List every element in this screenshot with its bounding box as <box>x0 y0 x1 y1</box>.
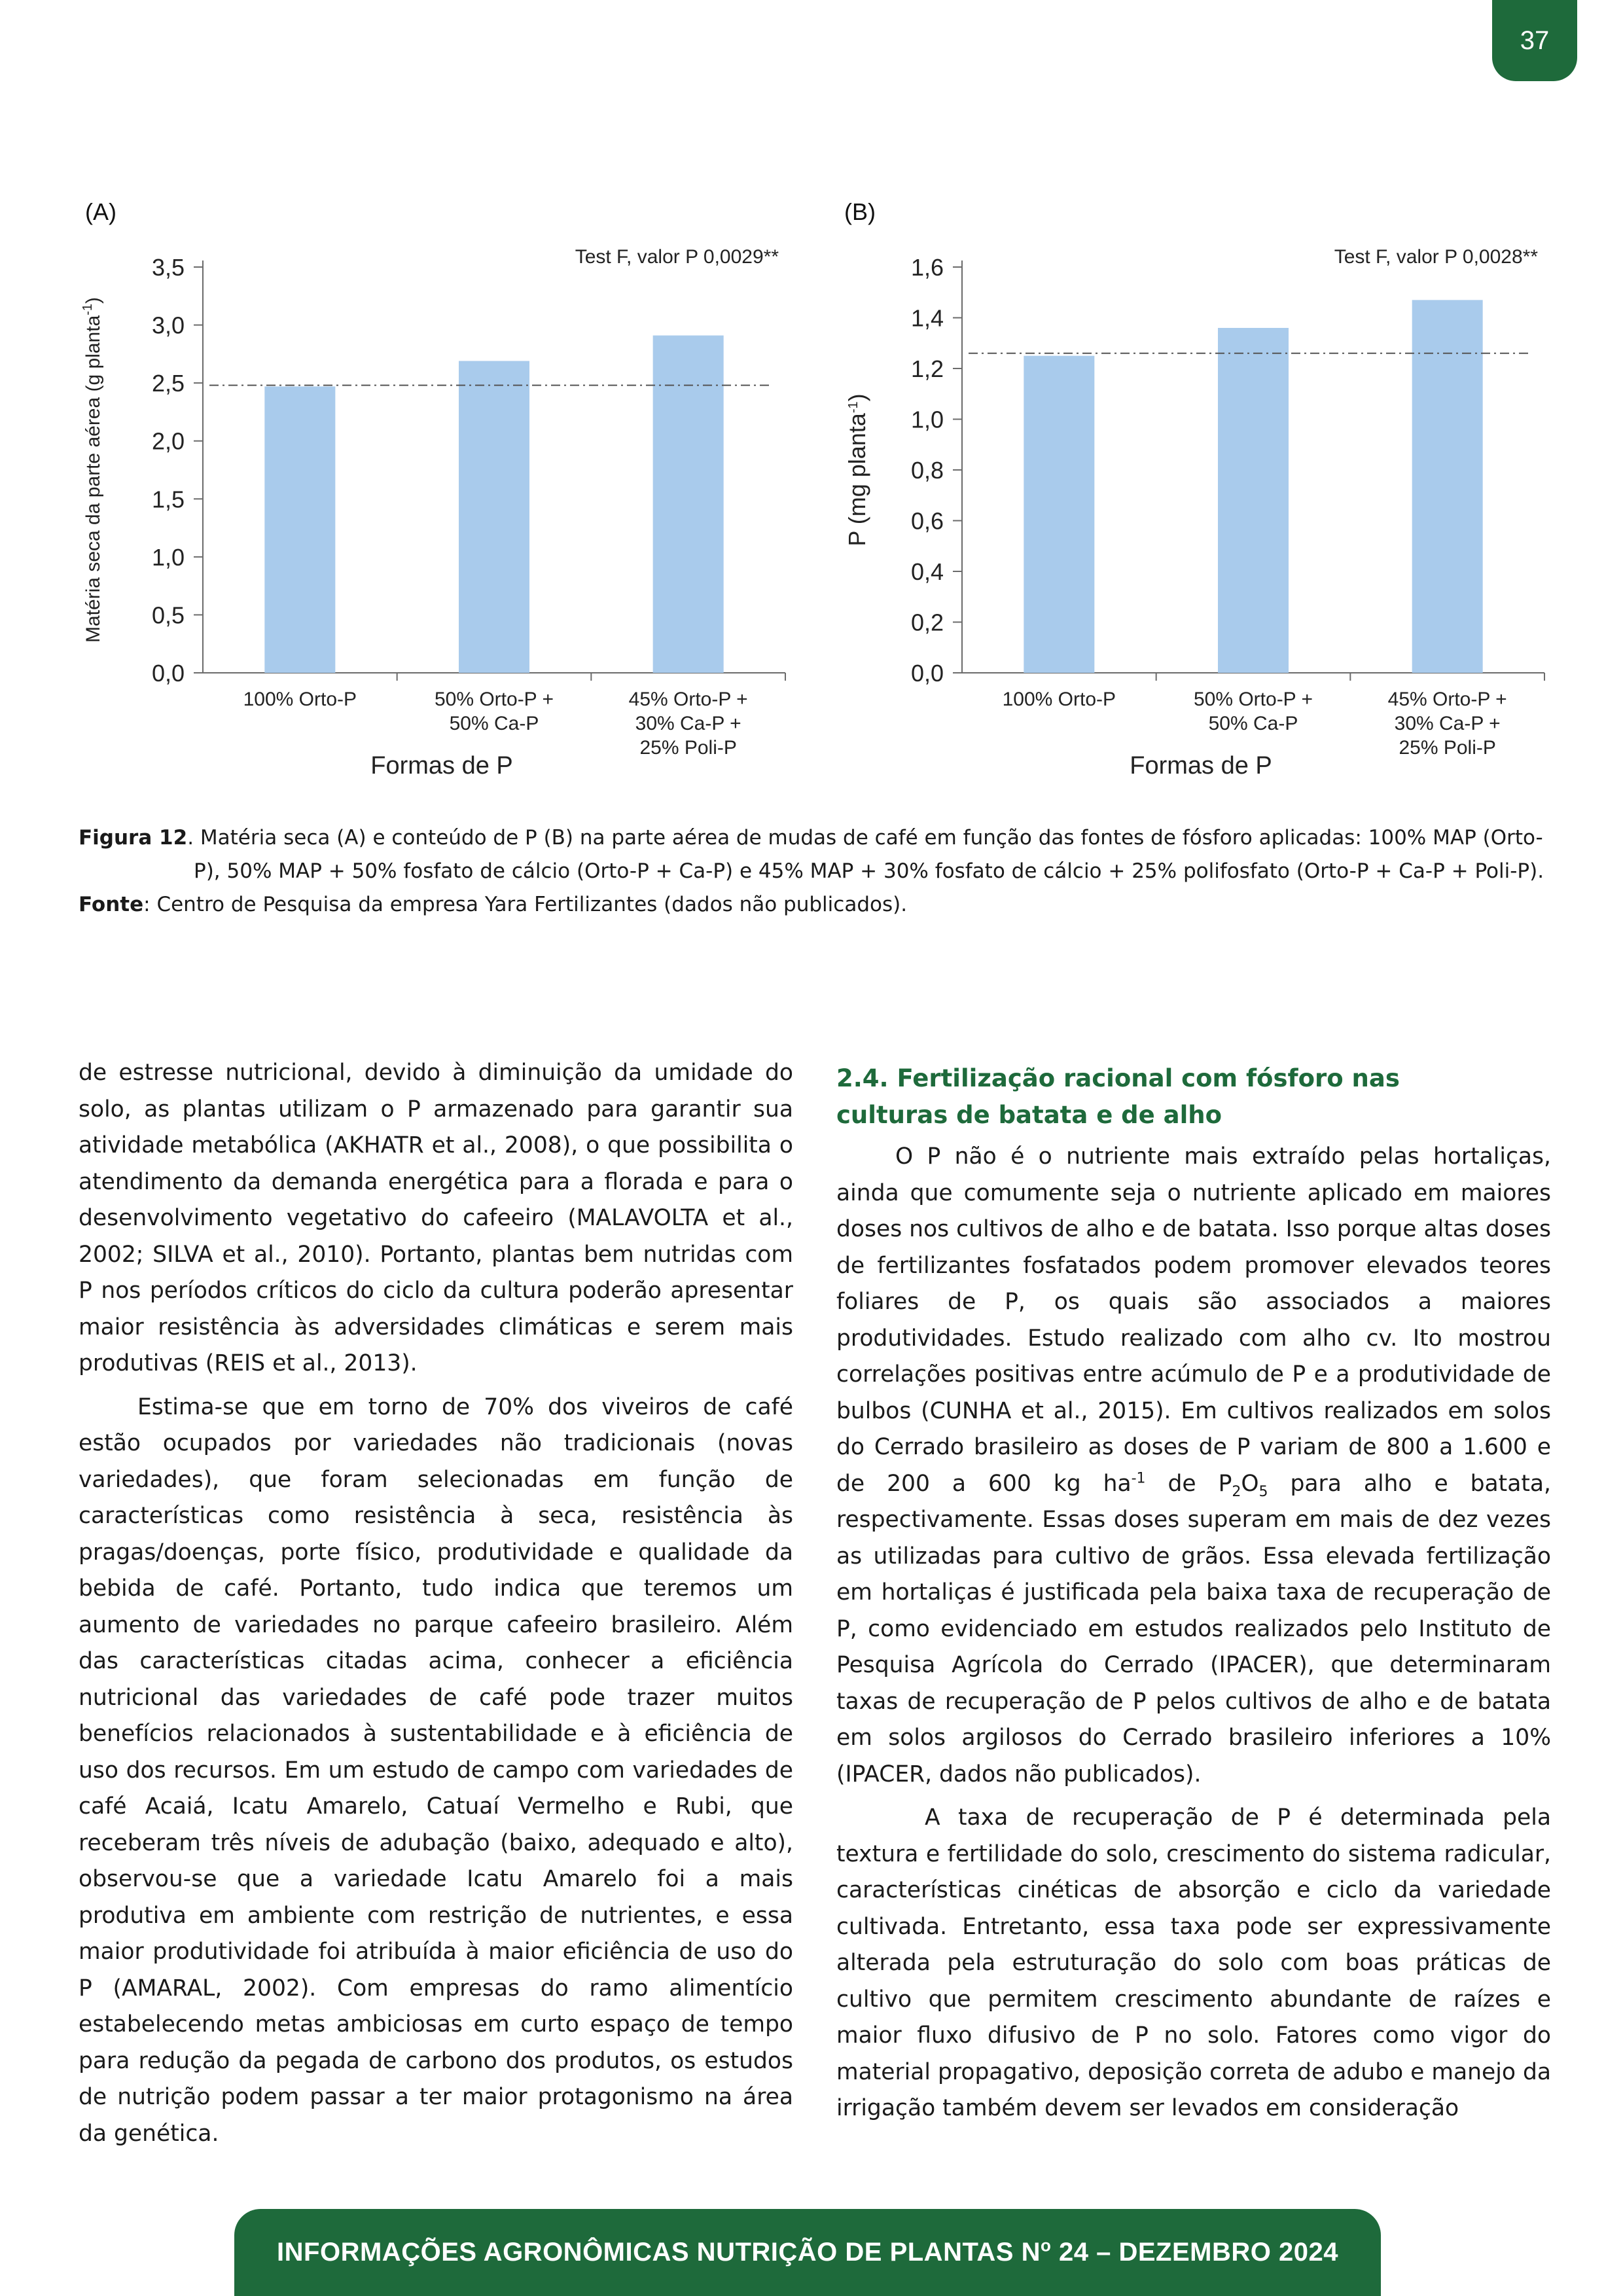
x-tick-label: 45% Orto-P + <box>628 689 748 710</box>
y-tick-label: 2,0 <box>151 427 185 455</box>
y-tick-label: 1,0 <box>910 406 944 433</box>
test-f-annotation: Test F, valor P 0,0029** <box>575 246 779 268</box>
x-tick-label: 30% Ca-P + <box>635 713 741 734</box>
footer-banner <box>234 2209 1381 2296</box>
y-tick-label: 2,5 <box>151 370 185 397</box>
y-tick-label: 1,5 <box>151 486 185 513</box>
bar <box>1024 356 1094 673</box>
paragraph: Estima-se que em torno de 70% dos viveiros de café estão ocupados por variedades não tradicionais (novas variedades), que foram selecionadas em função de características como resistência à seca, resistência às pragas/doenças, porte físico, produtividade e qualidade da bebida de café. Portanto, tudo indica que teremos um aumento de variedades no parque cafeeiro brasileiro. Além das características citadas acima, conhecer a eficiência nutricional das variedades de café pode trazer muitos benefícios relacionados à sustentabilidade e à eficiência de uso dos recursos. Em um estudo de campo com variedades de café Acaiá, Icatu Amarelo, Catuaí Vermelho e Rubi, que receberam três níveis de adubação (baixo, adequado e alto), observou-se que a variedade Icatu Amarelo foi a mais produtiva em ambiente com restrição de nutrientes, e essa maior produtividade foi atribuída à maior eficiência de uso do P (AMARAL, 2002). Com empresas do ramo alimentício estabelecendo metas ambiciosas em curto espaço de tempo para redução da pegada de carbono dos produtos, os estudos de nutrição podem passar a ter maior protagonismo na área da genética. <box>79 1393 793 2147</box>
x-tick-label: 50% Ca-P <box>1208 713 1298 734</box>
chart-b <box>831 190 1590 798</box>
chart-a <box>72 190 831 798</box>
y-tick-label: 0,4 <box>910 558 944 585</box>
y-tick-label: 3,0 <box>151 312 185 339</box>
footer-text <box>277 2235 1338 2267</box>
paragraph <box>836 1139 1551 1793</box>
bar <box>653 336 724 673</box>
text-run: O P não é o nutriente mais extraído pelas hortaliças, ainda que comumente seja o nutriente aplicado em maiores doses nos cultivos de alho e de batata. Isso porque altas doses de fertilizantes fosfatados podem promover elevados teores foliares de P, os quais são associados a maiores produtividades. Estudo realizado com alho cv. Ito mostrou correlações positivas entre acúmulo de P e a produtividade de bulbos (CUNHA et al., 2015). Em cultivos realizados em solos do Cerrado brasileiro as doses de P variam de 800 a 1.600 e de 200 a 600 kg ha <box>836 1143 1551 1497</box>
y-tick-label: 0,6 <box>910 507 944 535</box>
x-tick-label: 50% Ca-P <box>449 713 539 734</box>
x-tick-label: 100% Orto-P <box>243 689 357 710</box>
bar <box>1412 300 1483 673</box>
x-axis-label: Formas de P <box>1130 752 1272 780</box>
x-tick-label: 45% Orto-P + <box>1387 689 1507 710</box>
caption-label: Figura 12 <box>79 826 188 850</box>
y-axis-label-end: ) <box>844 393 870 402</box>
y-tick-label: 0,8 <box>910 457 944 484</box>
x-tick-label: 50% Orto-P + <box>434 689 554 710</box>
bar <box>1218 328 1289 673</box>
x-axis-label: Formas de P <box>370 752 513 780</box>
y-tick-label: 1,0 <box>151 543 185 571</box>
text-run: O <box>1241 1470 1259 1497</box>
y-axis-label <box>844 393 870 546</box>
footer-text-run: INFORMAÇÕES AGRONÔMICAS NUTRIÇÃO DE PLANTAS N <box>277 2238 1041 2267</box>
superscript: -1 <box>1131 1470 1146 1486</box>
x-tick-label: 25% Poli-P <box>1399 737 1496 759</box>
page-number: 37 <box>1520 26 1550 55</box>
text-run: de P <box>1145 1470 1232 1497</box>
bar <box>264 386 335 673</box>
y-tick-label: 0,0 <box>910 660 944 687</box>
source-text: : Centro de Pesquisa da empresa Yara Fertilizantes (dados não publicados). <box>143 893 908 916</box>
y-tick-label: 1,6 <box>910 254 944 281</box>
page-number-badge <box>1492 0 1577 81</box>
caption-source <box>79 888 1551 922</box>
bar <box>459 361 529 673</box>
test-f-annotation: Test F, valor P 0,0028** <box>1334 246 1538 268</box>
paragraph: de estresse nutricional, devido à diminuição da umidade do solo, as plantas utilizam o P armazenado para garantir sua atividade metabólica (AKHATR et al., 2008), o que possibilita o atendimento da demanda energética para a florada e para o desenvolvimento vegetativo do cafeeiro (MALAVOLTA et al., 2002; SILVA et al., 2010). Portanto, plantas bem nutridas com P nos períodos críticos do ciclo da cultura poderão apresentar maior resistência às adversidades climáticas e serem mais produtivas (REIS et al., 2013). <box>79 1060 793 1376</box>
y-axis-label-text: Matéria seca da parte aérea (g planta <box>82 315 104 643</box>
y-tick-label: 1,4 <box>910 304 944 332</box>
caption-text <box>79 821 1551 888</box>
y-axis-label-text: P (mg planta <box>844 413 870 547</box>
y-axis-label-superscript: -1 <box>846 401 861 414</box>
caption-body: . Matéria seca (A) e conteúdo de P (B) na parte aérea de mudas de café em função das fontes de fósforo aplicadas: 100% MAP (Orto-P), 50% MAP + 50% fosfato de cálcio (Orto-P + Ca-P) e 45% MAP + 30% fosfato de cálcio + 25% polifosfato (Orto-P + Ca-P + Poli-P). <box>187 826 1544 883</box>
section-title-line: 2.4. Fertilização racional com fósforo nas <box>836 1064 1400 1092</box>
source-label: Fonte <box>79 893 144 916</box>
panel-label: (A) <box>85 198 116 225</box>
y-axis-label-end: ) <box>82 296 104 304</box>
panel-label: (B) <box>844 198 876 225</box>
x-tick-label: 30% Ca-P + <box>1394 713 1501 734</box>
y-tick-label: 1,2 <box>910 355 944 382</box>
y-axis-label <box>80 297 104 643</box>
chart-b-svg <box>831 190 1590 798</box>
right-column <box>836 1060 1551 2134</box>
x-tick-label: 25% Poli-P <box>639 737 737 759</box>
footer-superscript: o <box>1040 2235 1052 2255</box>
x-tick-label: 50% Orto-P + <box>1193 689 1313 710</box>
y-axis-label-superscript: -1 <box>80 303 95 315</box>
y-tick-label: 3,5 <box>151 254 185 281</box>
subscript: 2 <box>1232 1483 1241 1500</box>
y-tick-label: 0,0 <box>151 660 185 687</box>
text-run: para alho e batata, respectivamente. Essas doses superam em mais de dez vezes as utilizadas para cultivo de grãos. Essa elevada fertilização em hortaliças é justificada pela baixa taxa de recuperação de P, como evidenciado em estudos realizados pelo Instituto de Pesquisa Agrícola do Cerrado (IPACER), que determinaram taxas de recuperação de P pelos cultivos de alho e de batata em solos argilosos do Cerrado brasileiro inferiores a 10% (IPACER, dados não publicados). <box>836 1470 1551 1787</box>
footer-text-run: 24 – DEZEMBRO 2024 <box>1051 2238 1338 2267</box>
left-column <box>79 1055 793 2159</box>
section-title <box>836 1060 1551 1134</box>
y-tick-label: 0,2 <box>910 609 944 636</box>
figure-caption <box>79 821 1551 922</box>
paragraph: A taxa de recuperação de P é determinada pela textura e fertilidade do solo, crescimento do sistema radicular, características cinéticas de absorção e ciclo da variedade cultivada. Entretanto, essa taxa pode ser expressivamente alterada pela estruturação do solo com boas práticas de cultivo que permitem crescimento abundante de raízes e maior fluxo difusivo de P no solo. Fatores como vigor do material propagativo, deposição correta de adubo e manejo da irrigação também devem ser levados em consideração <box>836 1804 1551 2121</box>
chart-a-svg <box>72 190 831 798</box>
section-title-line: culturas de batata e de alho <box>836 1101 1222 1129</box>
x-tick-label: 100% Orto-P <box>1002 689 1116 710</box>
subscript: 5 <box>1258 1483 1268 1500</box>
y-tick-label: 0,5 <box>151 601 185 629</box>
